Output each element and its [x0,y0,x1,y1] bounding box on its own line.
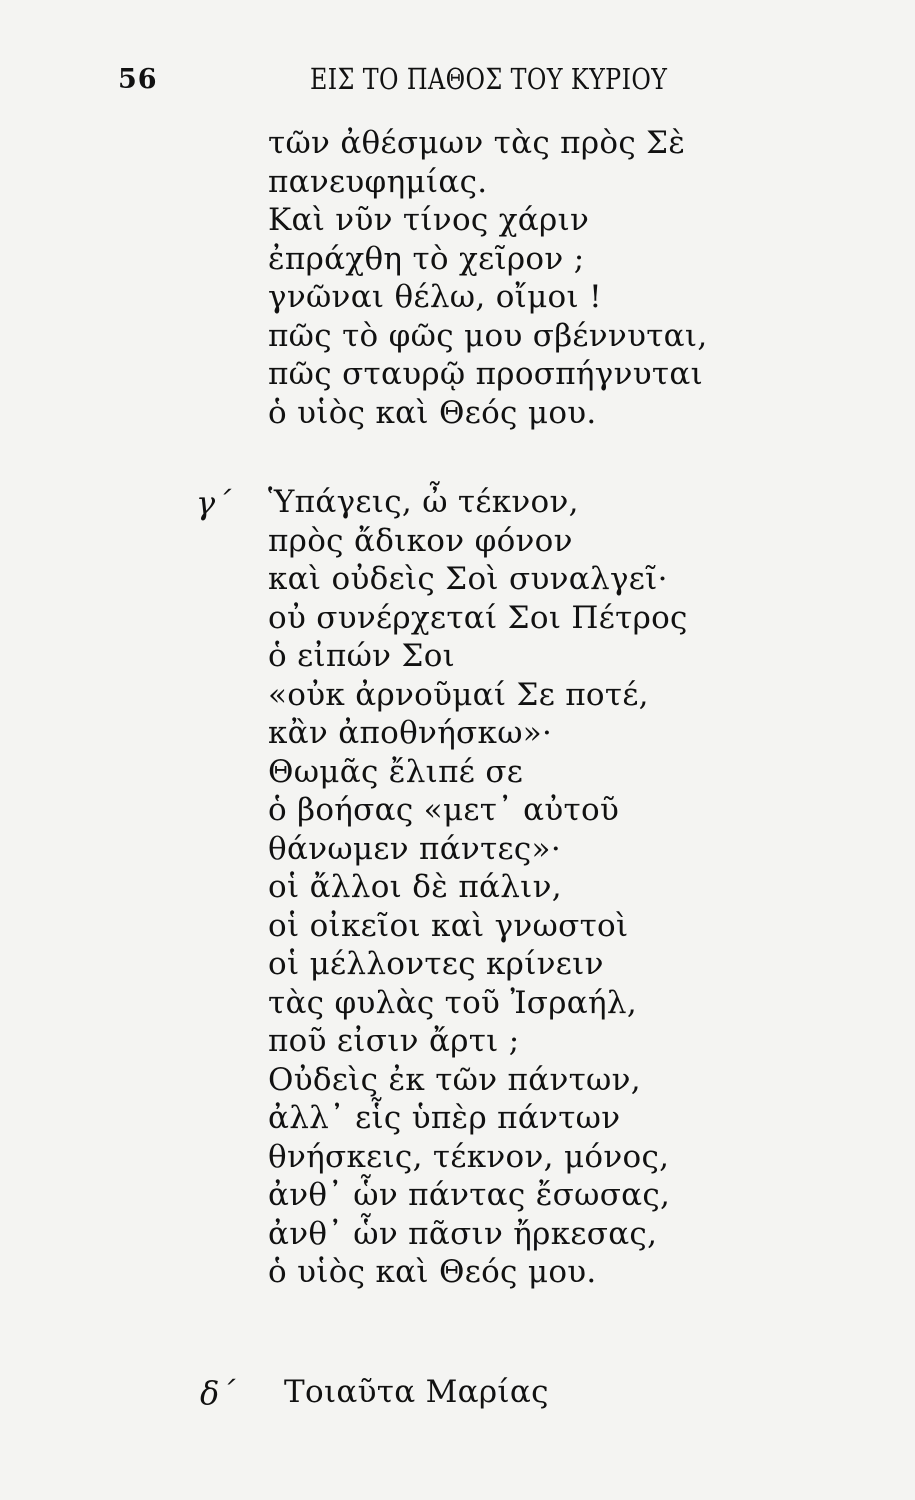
verse-line: τῶν ἀθέσμων τὰς πρὸς Σὲ [268,125,686,161]
verse-line: ἀνθ᾽ ὧν πᾶσιν ἤρκεσας, [268,1215,658,1252]
verse-line: ἀνθ᾽ ὧν πάντας ἔσωσας, [268,1177,671,1213]
verse-line: ὁ υἱὸς καὶ Θεός μου. [268,1254,597,1290]
verse-line: οἱ οἰκεῖοι καὶ γνωστοὶ [268,907,629,944]
verse-line: πῶς τὸ φῶς μου σβέννυται, [268,317,708,354]
verse-line: πρὸς ἄδικον φόνον [268,522,573,559]
verse-line: ποῦ εἰσιν ἄρτι ; [268,1023,520,1059]
stanza-marker-gamma: γ΄ [196,484,232,522]
verse-line: ὁ εἰπών Σοι [268,638,456,674]
verse-line: Ὑπάγεις, ὦ τέκνον, [268,484,579,520]
stanza-gamma [268,483,688,1292]
verse-line: πανευφημίας. [268,163,488,200]
verse-line: τὰς φυλὰς τοῦ Ἰσραήλ, [268,984,638,1021]
verse-line: ἀλλ᾽ εἷς ὑπὲρ πάντων [268,1100,621,1136]
stanza-delta [268,1373,549,1412]
stanza-marker-delta: δ΄ [200,1374,236,1412]
verse-line: οἱ ἄλλοι δὲ πάλιν, [268,869,562,905]
verse-line: θνήσκεις, τέκνον, μόνος, [268,1138,670,1175]
verse-line: γνῶναι θέλω, οἴμοι ! [268,279,602,315]
running-title: ΕΙΣ ΤΟ ΠΑΘΟΣ ΤΟΥ ΚΥΡΙΟΥ [310,62,668,96]
verse-line: Θωμᾶς ἔλιπέ σε [268,753,524,790]
verse-line: καὶ οὐδεὶς Σοὶ συναλγεῖ· [268,561,668,597]
verse-line: πῶς σταυρῷ προσπήγνυται [268,356,704,392]
verse-line: ὁ υἱὸς καὶ Θεός μου. [268,394,597,431]
stanza-continuation [268,124,708,432]
verse-line: Τοιαῦτα Μαρίας [284,1374,549,1410]
verse-line: Οὐδεὶς ἐκ τῶν πάντων, [268,1061,641,1098]
verse-line: ἐπράχθη τὸ χεῖρον ; [268,240,585,277]
verse-line: κἂν ἀποθνήσκω»· [268,715,553,751]
page-number: 56 [118,64,158,95]
verse-line: «οὐκ ἀρνοῦμαί Σε ποτέ, [268,676,649,713]
verse-line: Καὶ νῦν τίνος χάριν [268,202,590,238]
verse-line: θάνωμεν πάντες»· [268,830,561,867]
verse-line: οὐ συνέρχεταί Σοι Πέτρος [268,599,688,636]
verse-line: ὁ βοήσας «μετ᾽ αὐτοῦ [268,792,620,828]
verse-line: οἱ μέλλοντες κρίνειν [268,946,604,982]
